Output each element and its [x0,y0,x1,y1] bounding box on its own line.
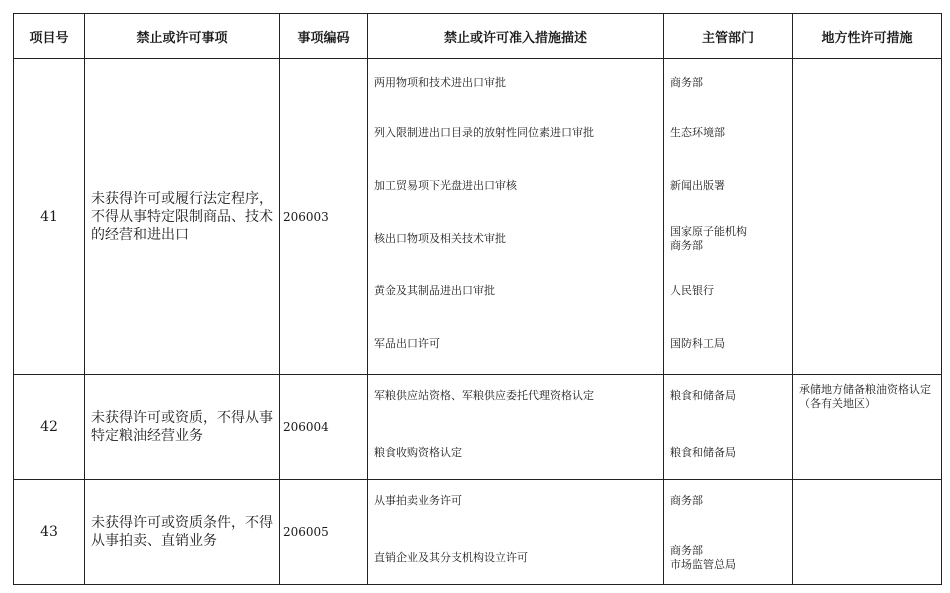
measure-desc: 军粮供应站资格、军粮供应委托代理资格认定 [374,389,594,402]
table-row [14,375,942,480]
row-code: 206004 [280,375,368,480]
row-item: 未获得许可或履行法定程序，不得从事特定限制商品、技术的经营和进出口 [85,59,280,375]
row-code: 206005 [280,480,368,585]
measure-dept: 商务部 [670,76,703,89]
measure-desc: 两用物项和技术进出口审批 [374,76,506,89]
table-row [14,59,942,375]
col-header-local: 地方性许可措施 [793,14,942,59]
local-measure: 承储地方储备粮油资格认定（各有关地区） [799,383,931,410]
local-measure [793,59,941,67]
row-local [793,59,942,375]
measure-desc: 军品出口许可 [374,337,440,351]
col-header-item: 禁止或许可事项 [85,14,280,59]
measure-desc: 直销企业及其分支机构设立许可 [374,551,528,564]
row-depts [664,480,793,585]
col-header-code: 事项编码 [280,14,368,59]
row-code: 206003 [280,59,368,375]
measure-desc: 列入限制进出口目录的放射性同位素进口审批 [374,126,594,140]
row-depts [664,375,793,480]
row-measures [368,59,664,375]
measure-desc: 粮食收购资格认定 [374,446,462,459]
row-measures [368,480,664,585]
permit-table [13,13,942,585]
measure-dept: 国家原子能机构 商务部 [670,224,747,252]
measure-dept: 粮食和储备局 [670,389,736,402]
col-header-id: 项目号 [14,14,85,59]
measure-desc: 黄金及其制品进出口审批 [374,284,495,298]
table-row [14,480,942,585]
header-row [14,14,942,59]
row-measures [368,375,664,480]
measure-dept: 粮食和储备局 [670,446,736,459]
row-local [793,480,942,585]
row-local [793,375,942,480]
row-item: 未获得许可或资质条件，不得从事拍卖、直销业务 [85,480,280,585]
measure-dept: 新闻出版署 [670,179,725,193]
measure-dept: 人民银行 [670,284,714,298]
row-id: 43 [14,480,85,585]
measure-dept: 国防科工局 [670,337,725,351]
row-depts [664,59,793,375]
local-measure [793,480,941,488]
row-id: 42 [14,375,85,480]
row-id: 41 [14,59,85,375]
row-item: 未获得许可或资质，不得从事特定粮油经营业务 [85,375,280,480]
col-header-measures: 禁止或许可准入措施描述 [368,14,664,59]
col-header-dept: 主管部门 [664,14,793,59]
measure-desc: 核出口物项及相关技术审批 [374,231,506,245]
measure-desc: 加工贸易项下光盘进出口审核 [374,179,517,193]
measure-dept: 商务部 市场监管总局 [670,544,736,571]
measure-dept: 生态环境部 [670,126,725,140]
measure-desc: 从事拍卖业务许可 [374,494,462,507]
measure-dept: 商务部 [670,494,703,507]
